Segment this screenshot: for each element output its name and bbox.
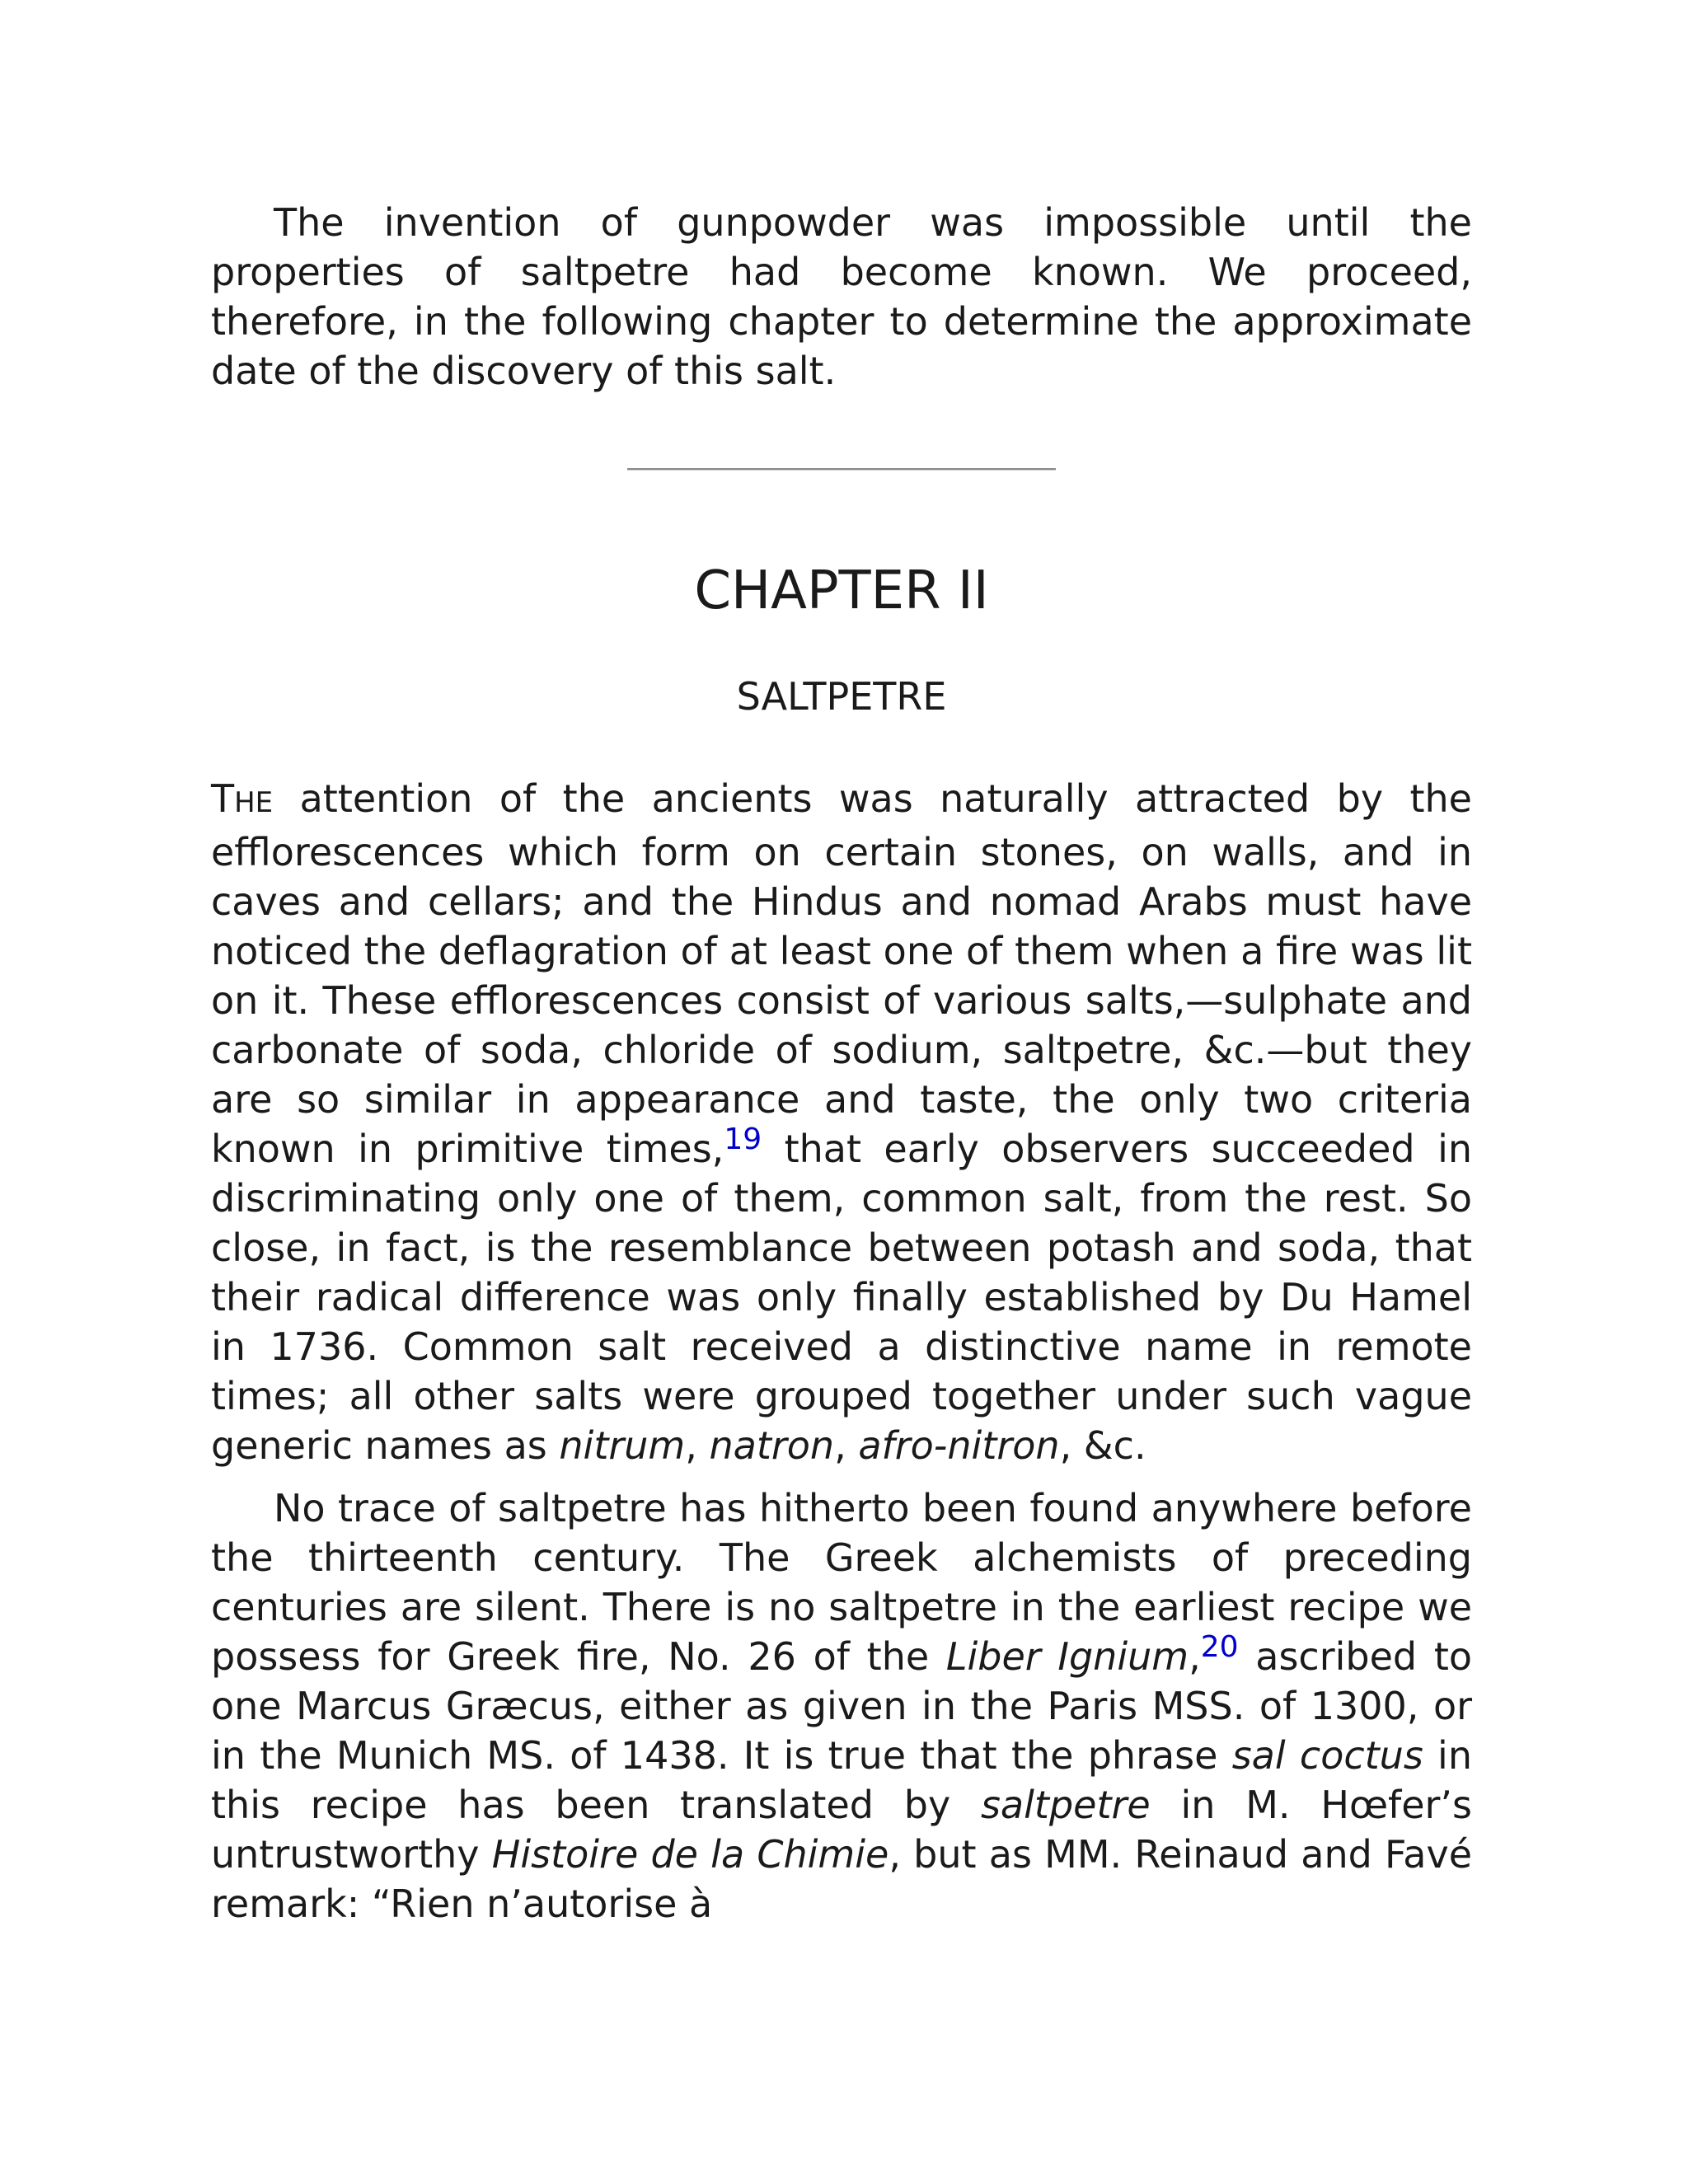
text-run: , [1189,1634,1201,1679]
footnote-link-19[interactable]: 19 [724,1122,762,1156]
text-run: , [834,1423,859,1468]
intro-paragraph: The invention of gunpowder was impossible until the properties of saltpetre had become known. We proceed, therefore, in the following chapter to determine the approximate date of the discovery of this salt. [211,200,1472,393]
italic-title: Liber Ignium [945,1634,1189,1679]
chapter-title: SALTPETRE [736,674,947,719]
italic-term: saltpetre [980,1783,1151,1827]
dropcap-initial: T [211,776,235,821]
italic-term: afro-nitron [858,1423,1060,1468]
footnote-link-20[interactable]: 20 [1200,1630,1239,1664]
chapter-heading: CHAPTER II [694,560,989,621]
footnote-ref-19[interactable] [724,1122,762,1156]
text-run: ascribed to one Marcus Græcus, either as given in the Paris MSS. of 1300, or in the Munich MS. of 1438. It is true that the phrase [211,1634,1472,1778]
page-content [211,198,1472,1929]
paragraph-2 [211,1483,1472,1929]
text-run: , but as MM. Reinaud and Favé remark: “Rien n’autorise à [211,1832,1472,1926]
text-run: in M. Hœfer’s untrustworthy [211,1783,1472,1877]
dropcap-smallcaps: HE [234,786,274,819]
italic-title: Histoire de la Chimie [491,1832,889,1877]
text-run: No trace of saltpetre has hitherto been found anywhere before the thirteenth century. The Greek alchemists of preceding centuries are silent. There is no saltpetre in the earliest recipe we possess for Greek fire, No. 26 of the [211,1486,1472,1679]
footnote-ref-20[interactable] [1201,1630,1239,1664]
paragraph-1 [211,774,1472,1470]
text-run: that early observers succeeded in discriminating only one of them, common salt, from the rest. So close, in fact, is the resemblance between potash and soda, that their radical difference was only finally established by Du Hamel in 1736. Common salt received a distinctive name in remote times; all other salts were grouped together under such vague generic names as [211,1127,1472,1468]
section-divider [627,468,1056,471]
italic-term: nitrum [559,1423,686,1468]
text-run: , [685,1423,710,1468]
text-run: attention of the ancients was naturally attracted by the efflorescences which form on certain stones, on walls, and in caves and cellars; and the Hindus and nomad Arabs must have noticed the deflagration of at least one of them when a fire was lit on it. These efflorescences consist of various salts,—sulphate and carbonate of soda, chloride of sodium, saltpetre, &c.—but they are so similar in appearance and taste, the only two criteria known in primitive times, [211,776,1472,1171]
italic-term: natron [709,1423,835,1468]
italic-term: sal coctus [1231,1733,1423,1778]
text-run: , &c. [1059,1423,1146,1468]
text-run: in this recipe has been translated by [211,1733,1472,1827]
